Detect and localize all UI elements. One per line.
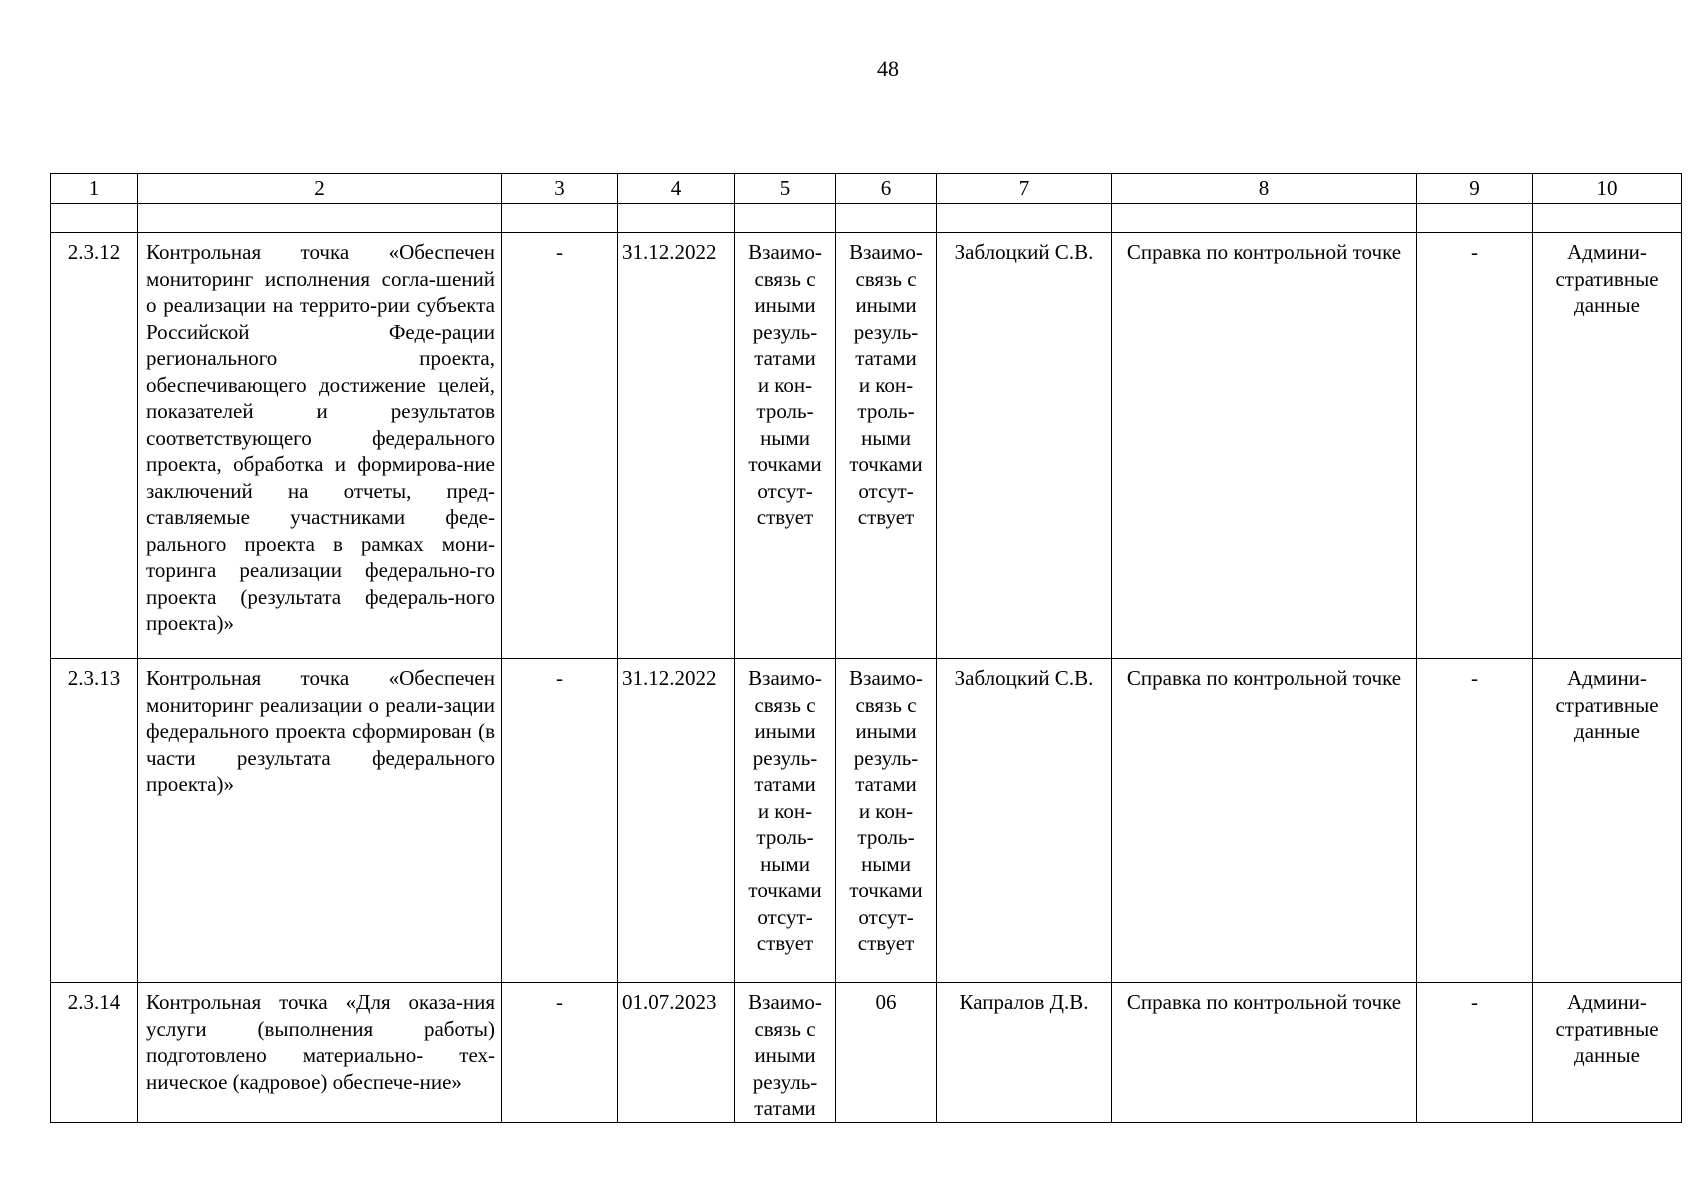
text-line: татами: [754, 772, 816, 796]
text-line: точками: [748, 878, 822, 902]
text-line: отсут-: [757, 478, 813, 503]
text-line: точками: [849, 452, 923, 476]
text-line: ствует: [756, 505, 814, 529]
text-line: иными: [754, 1043, 816, 1067]
empty-cell: [1417, 204, 1533, 233]
text-line: и кон-: [757, 372, 813, 397]
text-line: точками: [748, 452, 822, 476]
text-line: данные: [1574, 1043, 1640, 1067]
row-relation-results: [735, 659, 836, 983]
row-col9: -: [1417, 233, 1533, 659]
row-source: [1533, 233, 1682, 659]
header-cell: 10: [1533, 174, 1682, 204]
text-line: ными: [861, 851, 911, 876]
text-line: иными: [855, 719, 917, 743]
header-cell: 1: [51, 174, 138, 204]
header-cell: 5: [735, 174, 836, 204]
page-number: 48: [877, 56, 899, 81]
text-line: татами: [855, 772, 917, 796]
text-line: Взаимо-: [748, 240, 822, 264]
text-line: троль-: [857, 825, 915, 849]
row-relation-points: [836, 233, 937, 659]
empty-cell: [735, 204, 836, 233]
text-line: отсут-: [858, 904, 914, 929]
row-number: 2.3.12: [51, 233, 138, 659]
empty-cell: [937, 204, 1112, 233]
text-line: связь с: [855, 692, 917, 717]
text-line: ствует: [857, 931, 915, 955]
row-date: 31.12.2022: [618, 659, 735, 983]
header-cell: 8: [1112, 174, 1417, 204]
row-description: Контрольная точка «Обеспечен мониторинг реализации о реали-зации федерального проекта сформирован (в части результата федерального проекта)»: [138, 659, 502, 983]
empty-cell: [836, 204, 937, 233]
row-col9: -: [1417, 983, 1533, 1123]
text-line: стративные: [1555, 266, 1659, 291]
text-line: Админи-: [1567, 990, 1647, 1014]
text-line: отсут-: [858, 478, 914, 503]
header-cell: 4: [618, 174, 735, 204]
row-responsible: Заблоцкий С.В.: [937, 233, 1112, 659]
text-line: резуль-: [853, 745, 919, 770]
row-number: 2.3.13: [51, 659, 138, 983]
text-line: троль-: [756, 825, 814, 849]
text-line: ными: [861, 425, 911, 450]
row-relation-points: [836, 659, 937, 983]
row-description: Контрольная точка «Для оказа-ния услуги (выполнения работы) подготовлено материально- тех-ническое (кадровое) обеспече-ние»: [138, 983, 502, 1123]
text-line: резуль-: [853, 319, 919, 344]
text-line: 06: [875, 990, 897, 1014]
text-line: Админи-: [1567, 666, 1647, 690]
text-line: Админи-: [1567, 240, 1647, 264]
text-line: троль-: [857, 399, 915, 423]
empty-row: [51, 204, 1682, 233]
row-relation-results: [735, 233, 836, 659]
row-relation-results: [735, 983, 836, 1123]
text-line: данные: [1574, 719, 1640, 743]
empty-cell: [502, 204, 618, 233]
text-line: стративные: [1555, 692, 1659, 717]
text-line: связь с: [855, 266, 917, 291]
text-line: и кон-: [858, 372, 914, 397]
empty-cell: [1112, 204, 1417, 233]
empty-cell: [138, 204, 502, 233]
empty-cell: [1533, 204, 1682, 233]
text-line: иными: [855, 293, 917, 317]
empty-cell: [51, 204, 138, 233]
header-row: [51, 174, 1682, 204]
text-line: Взаимо-: [849, 240, 923, 264]
control-points-table: [50, 173, 1682, 1123]
table-row: [51, 233, 1682, 659]
text-line: ствует: [756, 931, 814, 955]
row-responsible: Заблоцкий С.В.: [937, 659, 1112, 983]
header-cell: 2: [138, 174, 502, 204]
header-cell: 9: [1417, 174, 1533, 204]
text-line: Взаимо-: [748, 990, 822, 1014]
header-cell: 3: [502, 174, 618, 204]
text-line: татами: [754, 346, 816, 370]
header-cell: 7: [937, 174, 1112, 204]
text-line: резуль-: [752, 745, 818, 770]
row-number: 2.3.14: [51, 983, 138, 1123]
row-col3: -: [502, 983, 618, 1123]
text-line: Взаимо-: [748, 666, 822, 690]
text-line: татами: [855, 346, 917, 370]
table-row: [51, 983, 1682, 1123]
row-document: Справка по контрольной точке: [1112, 233, 1417, 659]
row-col3: -: [502, 233, 618, 659]
row-document: Справка по контрольной точке: [1112, 983, 1417, 1123]
text-line: отсут-: [757, 904, 813, 929]
text-line: ными: [760, 425, 810, 450]
text-line: Взаимо-: [849, 666, 923, 690]
text-line: резуль-: [752, 1069, 818, 1094]
row-description: Контрольная точка «Обеспечен мониторинг исполнения согла-шений о реализации на террито-рии субъекта Российской Феде-рации регионального проекта, обеспечивающего достижение целей, показателей и результатов соответствующего федерального проекта, обработка и формирова-ние заключений на отчеты, пред-ставляемые участниками феде-рального проекта в рамках мони-торинга реализации федерально-го проекта (результата федераль-ного проекта)»: [138, 233, 502, 659]
text-line: резуль-: [752, 319, 818, 344]
row-col3: -: [502, 659, 618, 983]
text-line: ными: [760, 851, 810, 876]
text-line: связь с: [754, 266, 816, 291]
text-line: иными: [754, 719, 816, 743]
row-source: [1533, 983, 1682, 1123]
row-date: 31.12.2022: [618, 233, 735, 659]
header-cell: 6: [836, 174, 937, 204]
row-col9: -: [1417, 659, 1533, 983]
text-line: связь с: [754, 1016, 816, 1041]
row-date: 01.07.2023: [618, 983, 735, 1123]
text-line: татами: [754, 1096, 816, 1120]
text-line: ствует: [857, 505, 915, 529]
text-line: точками: [849, 878, 923, 902]
empty-cell: [618, 204, 735, 233]
text-line: связь с: [754, 692, 816, 717]
text-line: троль-: [756, 399, 814, 423]
text-line: иными: [754, 293, 816, 317]
row-responsible: Капралов Д.В.: [937, 983, 1112, 1123]
row-source: [1533, 659, 1682, 983]
text-line: данные: [1574, 293, 1640, 317]
row-document: Справка по контрольной точке: [1112, 659, 1417, 983]
text-line: стративные: [1555, 1016, 1659, 1041]
text-line: и кон-: [858, 798, 914, 823]
row-relation-points: [836, 983, 937, 1123]
table-row: [51, 659, 1682, 983]
text-line: и кон-: [757, 798, 813, 823]
